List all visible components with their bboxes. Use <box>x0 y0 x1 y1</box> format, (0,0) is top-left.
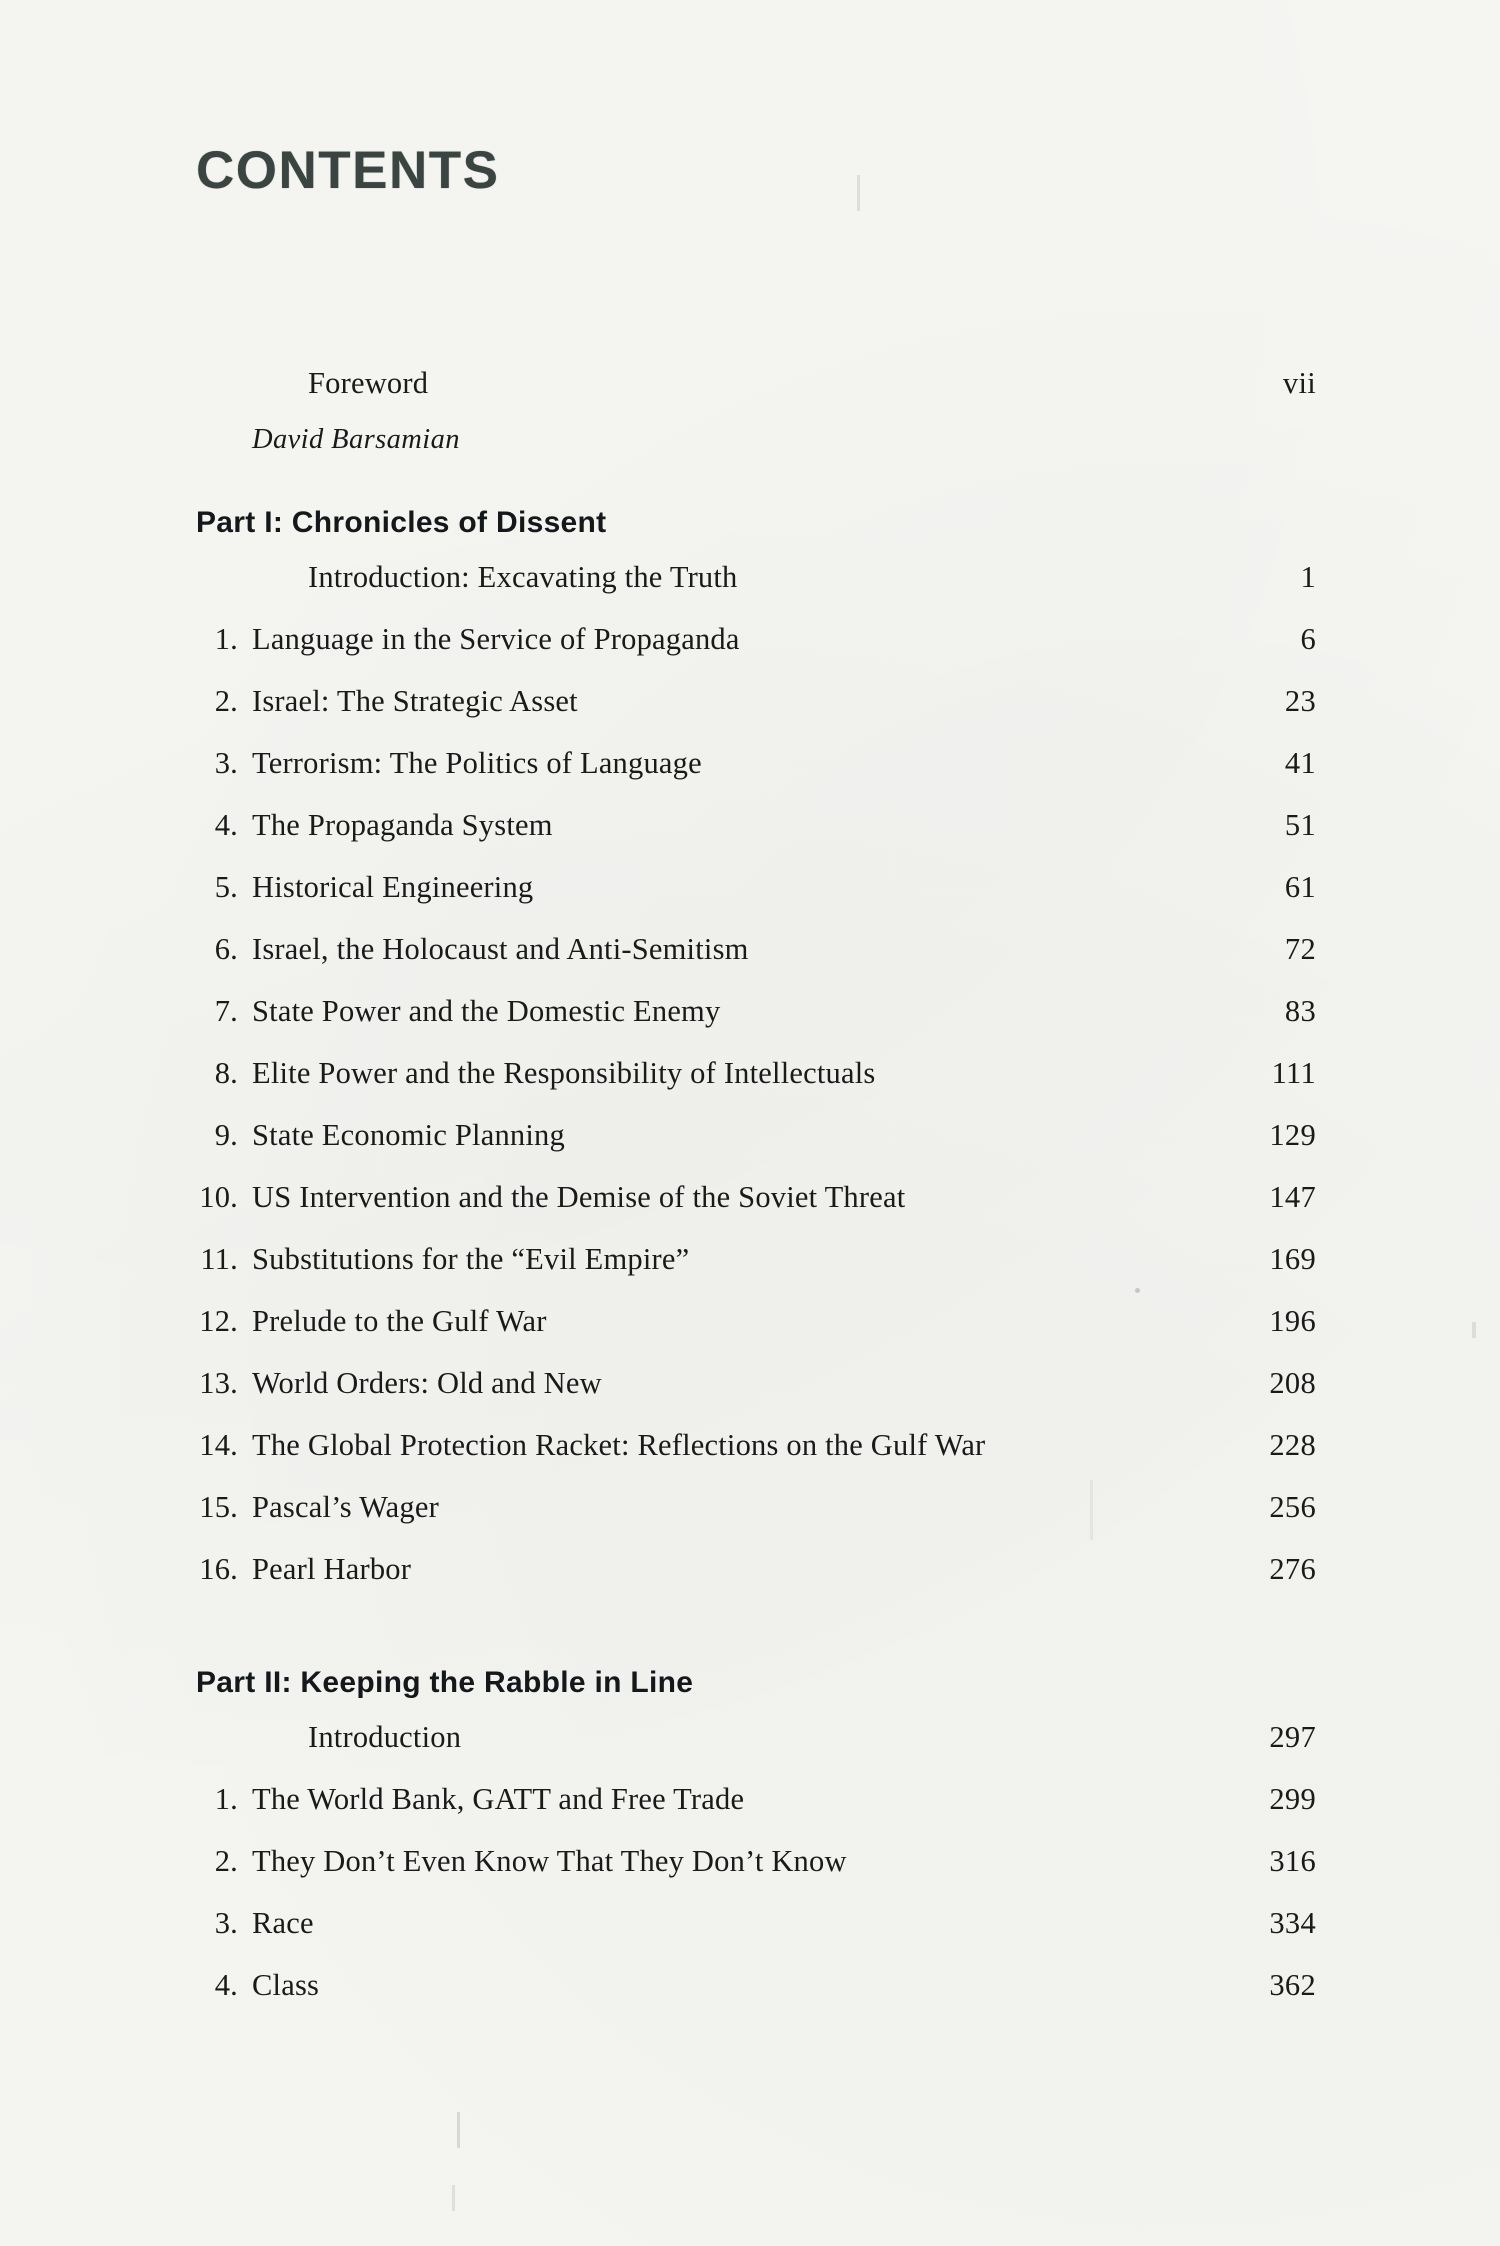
toc-entry <box>196 1120 1316 1182</box>
part-heading-2: Part II: Keeping the Rabble in Line <box>196 1666 694 1699</box>
toc-entry <box>196 1784 1316 1846</box>
toc-entry-page: 23 <box>1284 684 1316 718</box>
toc-entry-number: 5. <box>214 870 238 904</box>
toc-entry-page: 41 <box>1284 746 1316 780</box>
toc-entry-number: 2. <box>214 1844 238 1878</box>
toc-entry-page: 276 <box>1269 1552 1316 1586</box>
toc-entry-label: They Don’t Even Know That They Don’t Know <box>252 1844 847 1878</box>
toc-entry-label: Class <box>252 1968 320 2002</box>
toc-entry-number: 9. <box>214 1118 238 1152</box>
toc-entry-page: 208 <box>1269 1366 1316 1400</box>
toc-entry-page: 196 <box>1269 1304 1316 1338</box>
toc-entry-number: 6. <box>214 932 238 966</box>
toc-entry-label: The World Bank, GATT and Free Trade <box>252 1782 745 1816</box>
toc-entry-label: Foreword <box>308 366 429 400</box>
toc-entry <box>196 1368 1316 1430</box>
toc-entry-page: 51 <box>1284 808 1316 842</box>
toc-entry <box>196 748 1316 810</box>
toc-entry-label: State Power and the Domestic Enemy <box>252 994 721 1028</box>
toc-entry-page: 299 <box>1269 1782 1316 1816</box>
toc-entry-label: Elite Power and the Responsibility of Intellectuals <box>252 1056 876 1090</box>
toc-entry-label: Pearl Harbor <box>252 1552 412 1586</box>
toc-entry <box>196 810 1316 872</box>
toc-entry-number: 12. <box>199 1304 238 1338</box>
toc-entry-number: 4. <box>214 808 238 842</box>
toc-entry-number: 4. <box>214 1968 238 2002</box>
toc-entry <box>196 1058 1316 1120</box>
toc-entry-label: Introduction: Excavating the Truth <box>308 560 738 594</box>
toc-entry-number: 3. <box>214 1906 238 1940</box>
toc-entry <box>196 1970 1316 2032</box>
toc-entry-label: Pascal’s Wager <box>252 1490 439 1524</box>
toc-entry-page: 169 <box>1269 1242 1316 1276</box>
toc-entry <box>196 934 1316 996</box>
toc-entry-page: 61 <box>1284 870 1316 904</box>
toc-entry-number: 13. <box>199 1366 238 1400</box>
toc-entry-number: 10. <box>199 1180 238 1214</box>
toc-entry-page: 228 <box>1269 1428 1316 1462</box>
toc-entry-label: Introduction <box>308 1720 462 1754</box>
toc-entry-page: 1 <box>1300 560 1316 594</box>
toc-entry-page: 6 <box>1300 622 1316 656</box>
toc-entry-page: 297 <box>1269 1720 1316 1754</box>
toc-entry-label: Historical Engineering <box>252 870 534 904</box>
toc-entry-page: 83 <box>1284 994 1316 1028</box>
toc-entry <box>196 1846 1316 1908</box>
toc-entry-number: 16. <box>199 1552 238 1586</box>
toc-entry-page: 316 <box>1269 1844 1316 1878</box>
toc-entry-label: Prelude to the Gulf War <box>252 1304 547 1338</box>
toc-entry <box>196 686 1316 748</box>
toc-entry-part2-introduction <box>196 1722 1316 1784</box>
toc-entry <box>196 1908 1316 1970</box>
toc-entry-number: 1. <box>214 622 238 656</box>
toc-entry-foreword <box>196 368 1316 420</box>
toc-entry-page: 72 <box>1284 932 1316 966</box>
page-title: CONTENTS <box>196 141 500 200</box>
toc-entry-number: 3. <box>214 746 238 780</box>
toc-entry-label: Israel, the Holocaust and Anti-Semitism <box>252 932 749 966</box>
toc-entry-page: 111 <box>1271 1056 1316 1090</box>
toc-entry-number: 11. <box>200 1242 238 1276</box>
toc-entry-label: Substitutions for the “Evil Empire” <box>252 1242 690 1276</box>
toc-entry-number: 2. <box>214 684 238 718</box>
toc-entry-page: 334 <box>1269 1906 1316 1940</box>
toc-entry-page: vii <box>1282 366 1316 400</box>
toc-entry-page: 147 <box>1269 1180 1316 1214</box>
table-of-contents <box>196 368 1316 2032</box>
toc-entry-part1-introduction <box>196 562 1316 624</box>
foreword-byline: David Barsamian <box>252 424 460 455</box>
toc-entry-label: The Global Protection Racket: Reflections on the Gulf War <box>252 1428 986 1462</box>
toc-entry <box>196 1554 1316 1616</box>
toc-entry-page: 256 <box>1269 1490 1316 1524</box>
toc-entry-label: World Orders: Old and New <box>252 1366 602 1400</box>
toc-entry-number: 14. <box>199 1428 238 1462</box>
toc-entry-label: Language in the Service of Propaganda <box>252 622 740 656</box>
toc-entry-label: US Intervention and the Demise of the Soviet Threat <box>252 1180 906 1214</box>
toc-entry <box>196 1492 1316 1554</box>
toc-entry <box>196 624 1316 686</box>
toc-entry <box>196 1430 1316 1492</box>
toc-entry-label: The Propaganda System <box>252 808 553 842</box>
part-heading-1: Part I: Chronicles of Dissent <box>196 506 607 539</box>
toc-entry <box>196 872 1316 934</box>
toc-entry-number: 7. <box>214 994 238 1028</box>
toc-entry-number: 1. <box>214 1782 238 1816</box>
toc-entry-page: 129 <box>1269 1118 1316 1152</box>
toc-entry-label: Israel: The Strategic Asset <box>252 684 578 718</box>
toc-entry-number: 15. <box>199 1490 238 1524</box>
toc-entry-number: 8. <box>214 1056 238 1090</box>
toc-entry <box>196 996 1316 1058</box>
toc-entry-page: 362 <box>1269 1968 1316 2002</box>
toc-entry <box>196 1182 1316 1244</box>
toc-entry-label: Race <box>252 1906 314 1940</box>
toc-entry-label: Terrorism: The Politics of Language <box>252 746 702 780</box>
toc-entry <box>196 1244 1316 1306</box>
toc-entry-label: State Economic Planning <box>252 1118 565 1152</box>
toc-entry <box>196 1306 1316 1368</box>
